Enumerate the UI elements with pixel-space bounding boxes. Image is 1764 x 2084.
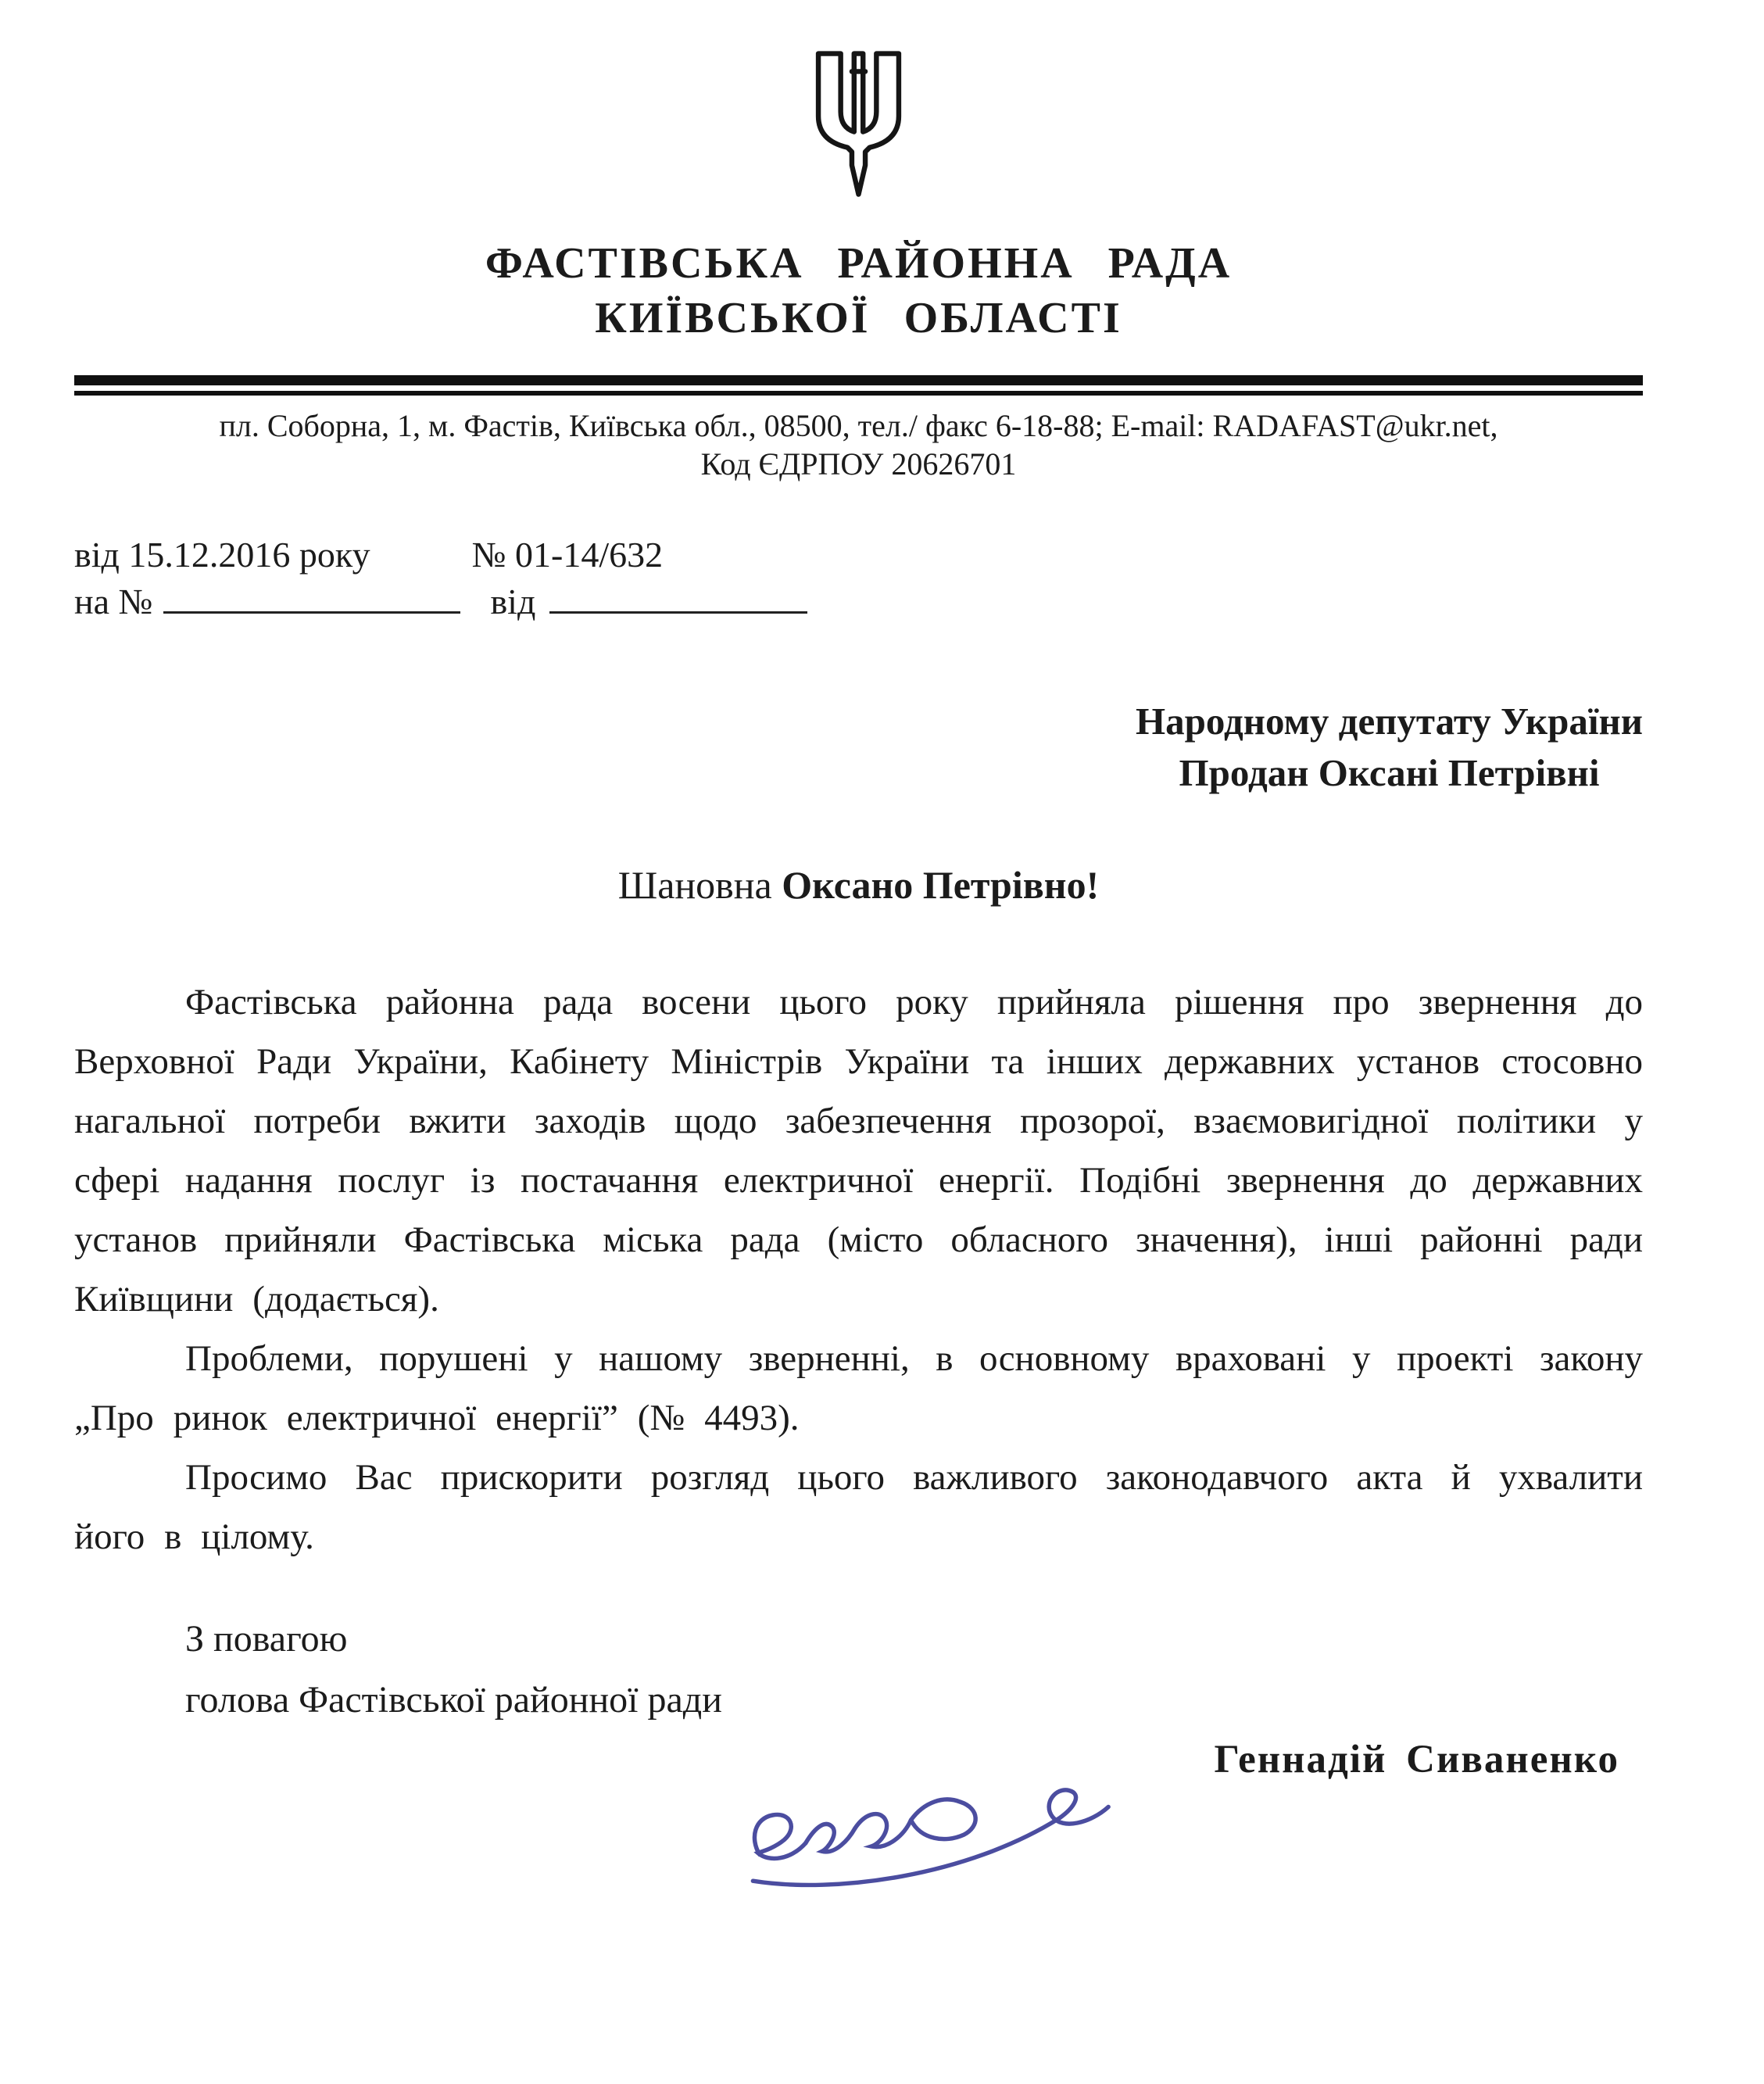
reference-row-incoming [74,578,1643,625]
closing-block [74,1609,1643,1731]
salutation-name: Оксано Петрівно! [782,863,1100,907]
body-paragraph-2: Проблеми, порушені у нашому зверненні, в основному враховані у проекті закону „Про ринок електричної енергії” (№ 4493). [74,1338,1643,1438]
header-rule-thick [74,375,1643,385]
recipient-title: Народному депутату України [1135,700,1643,743]
emblem-container [74,0,1643,203]
incoming-date-blank [549,578,807,614]
body-paragraph-1: Фастівська районна рада восени цього року прийняла рішення про звернення до Верховної Ради України, Кабінету Міністрів України та інших державних установ стосовно нагальної потреби вжити заходів щодо забезпечення прозорої, взаємовигідної політики у сфері надання послуг із постачання електричної енергії. Подібні звернення до державних установ прийняли Фастівська міська рада (місто обласного значення), інші районні ради Київщини (додається). [74,982,1643,1320]
reference-block [74,532,1643,625]
outgoing-number: № 01-14/632 [471,535,664,575]
salutation [74,863,1643,907]
closing-position: голова Фастівської районної ради [185,1679,722,1721]
org-edrpou-line: Код ЄДРПОУ 20626701 [700,446,1017,482]
org-name-line2: КИЇВСЬКОЇ ОБЛАСТІ [595,294,1122,342]
incoming-number-blank [163,578,460,614]
incoming-date-label: від [490,582,536,621]
recipient-block [1136,696,1643,799]
header-rule-thin [74,391,1643,396]
reference-row-outgoing [74,532,1643,578]
salutation-prefix: Шановна [617,863,782,907]
outgoing-date: від 15.12.2016 року [74,535,370,575]
recipient-name: Продан Оксані Петрівні [1179,751,1600,794]
signature-handwritten [731,1753,1137,1909]
signature-row [74,1731,1643,1906]
org-address-line: пл. Соборна, 1, м. Фастів, Київська обл., 08500, тел./ факс 6-18-88; E-mail: RADAFAST@ukr.net, [219,408,1498,443]
ukraine-trident-emblem [802,47,915,203]
signer-name: Геннадій Сиваненко [1214,1738,1619,1781]
org-name-line1: ФАСТІВСЬКА РАЙОННА РАДА [485,239,1233,288]
body-paragraph-3: Просимо Вас прискорити розгляд цього важливого законодавчого акта й ухвалити його в цілому. [74,1457,1643,1557]
incoming-number-label: на № [74,582,153,621]
closing-regards: З повагою [185,1618,348,1660]
